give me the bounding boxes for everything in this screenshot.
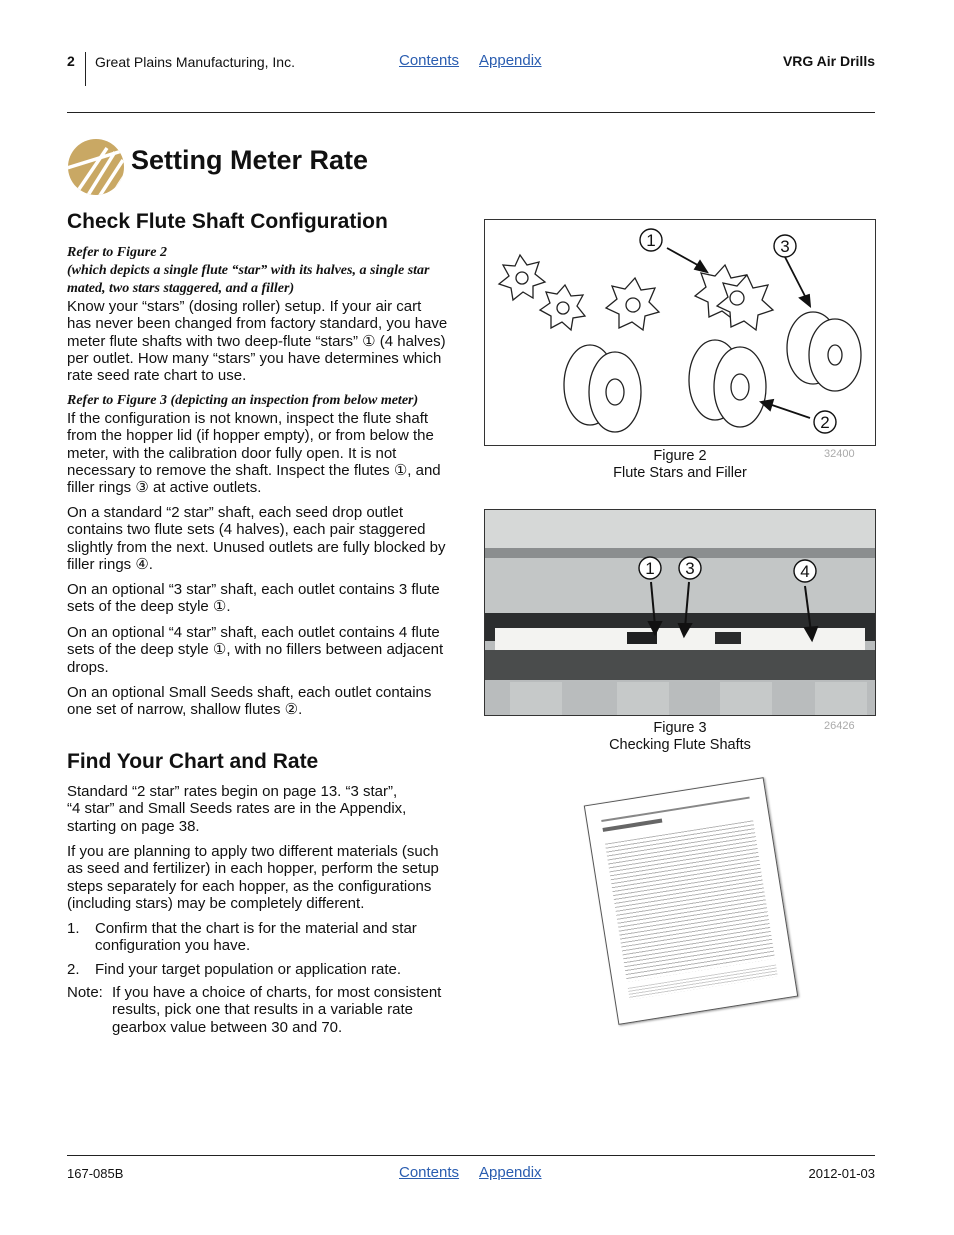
callout-4: 4 (800, 562, 810, 581)
thumb-header-line (601, 797, 749, 822)
figure-reference: Refer to Figure 2 (which depicts a single flute “star” with its halves, a single star mated, two stars staggered, and a filler) (67, 245, 430, 296)
figure-2-number: 32400 (824, 448, 855, 460)
contents-link-bottom[interactable]: Contents (399, 1164, 460, 1181)
paragraph-small-seeds: On an optional Small Seeds shaft, each outlet contains one set of narrow, shallow flutes ②. (67, 684, 432, 719)
step-number: 2. (67, 961, 80, 978)
callout-1: 1 (645, 559, 655, 578)
company-name: Great Plains Manufacturing, Inc. (95, 54, 295, 70)
doc-date: 2012-01-03 (808, 1166, 875, 1181)
figure-2-caption: Figure 2 Flute Stars and Filler (613, 448, 747, 481)
paragraph-two-materials: If you are planning to apply two different materials (such as seed and fertilizer) in each hopper, perform the setup steps separately for each hopper, as the configurations (including stars) may be completely different. (67, 843, 439, 912)
callout-1: 1 (646, 231, 656, 250)
flute-shaft-photo (485, 510, 875, 715)
paragraph-stars: Know your “stars” (dosing roller) setup. If your air cart has never been changed from factory standard, you have meter flute shafts with two deep-flute “stars” ① (4 halves) per outlet. How many “stars” you have determines which rate seed rate chart to use. (67, 298, 448, 385)
appendix-link-bottom[interactable]: Appendix (479, 1164, 542, 1181)
figure-2-image (484, 219, 876, 446)
page-number: 2 (67, 53, 75, 69)
step-text: Confirm that the chart is for the material and star configuration you have. (95, 920, 417, 955)
figure-3-number: 26426 (824, 720, 855, 732)
rate-chart-thumbnail (584, 777, 798, 1025)
paragraph-2-star: On a standard “2 star” shaft, each seed drop outlet contains two flute sets (4 halves), each pair staggered slightly from the next. Unused outlets are fully blocked by filler rings ④. (67, 504, 446, 573)
step-number: 1. (67, 920, 80, 937)
callout-3: 3 (780, 237, 790, 256)
brand-logo (67, 138, 125, 196)
section-heading-chart: Find Your Chart and Rate (67, 750, 319, 773)
contents-link-top[interactable]: Contents (399, 52, 460, 69)
page-title: Setting Meter Rate (131, 145, 369, 175)
note-label: Note: (67, 984, 103, 1001)
note-text: If you have a choice of charts, for most consistent results, pick one that results in a variable rate gearbox value between 30 and 70. (112, 984, 442, 1036)
step-text: Find your target population or application rate. (95, 961, 402, 978)
product-name: VRG Air Drills (782, 53, 875, 69)
footer-rule (67, 1155, 875, 1156)
callout-3: 3 (685, 559, 695, 578)
thumb-table (605, 820, 775, 982)
flute-stars-illustration (485, 220, 875, 445)
header-rule (67, 112, 875, 113)
callout-2: 2 (820, 413, 830, 432)
figure-3-caption: Figure 3 Checking Flute Shafts (609, 720, 751, 753)
section-heading-flute: Check Flute Shaft Configuration (67, 210, 388, 233)
paragraph-chart-pages: Standard “2 star” rates begin on page 13. “3 star”, “4 star” and Small Seeds rates are in the Appendix, starting on page 38. (67, 783, 407, 835)
thumb-title-line (602, 819, 662, 832)
paragraph-inspect: If the configuration is not known, inspect the flute shaft from the hopper lid (if hopper empty), or from below the meter, with the calibration door fully open. It is not necessary to remove the shaft. Inspect the flutes ①, and filler rings ③ at active outlets. (67, 410, 441, 497)
header-divider (85, 52, 86, 86)
figure-reference: Refer to Figure 3 (depicting an inspection from below meter) (67, 393, 419, 408)
appendix-link-top[interactable]: Appendix (479, 52, 542, 69)
figure-3-image (484, 509, 876, 716)
paragraph-3-star: On an optional “3 star” shaft, each outlet contains 3 flute sets of the deep style ①. (67, 581, 440, 616)
doc-number: 167-085B (67, 1166, 124, 1181)
paragraph-4-star: On an optional “4 star” shaft, each outlet contains 4 flute sets of the deep style ①, with no fillers between adjacent drops. (67, 624, 444, 676)
